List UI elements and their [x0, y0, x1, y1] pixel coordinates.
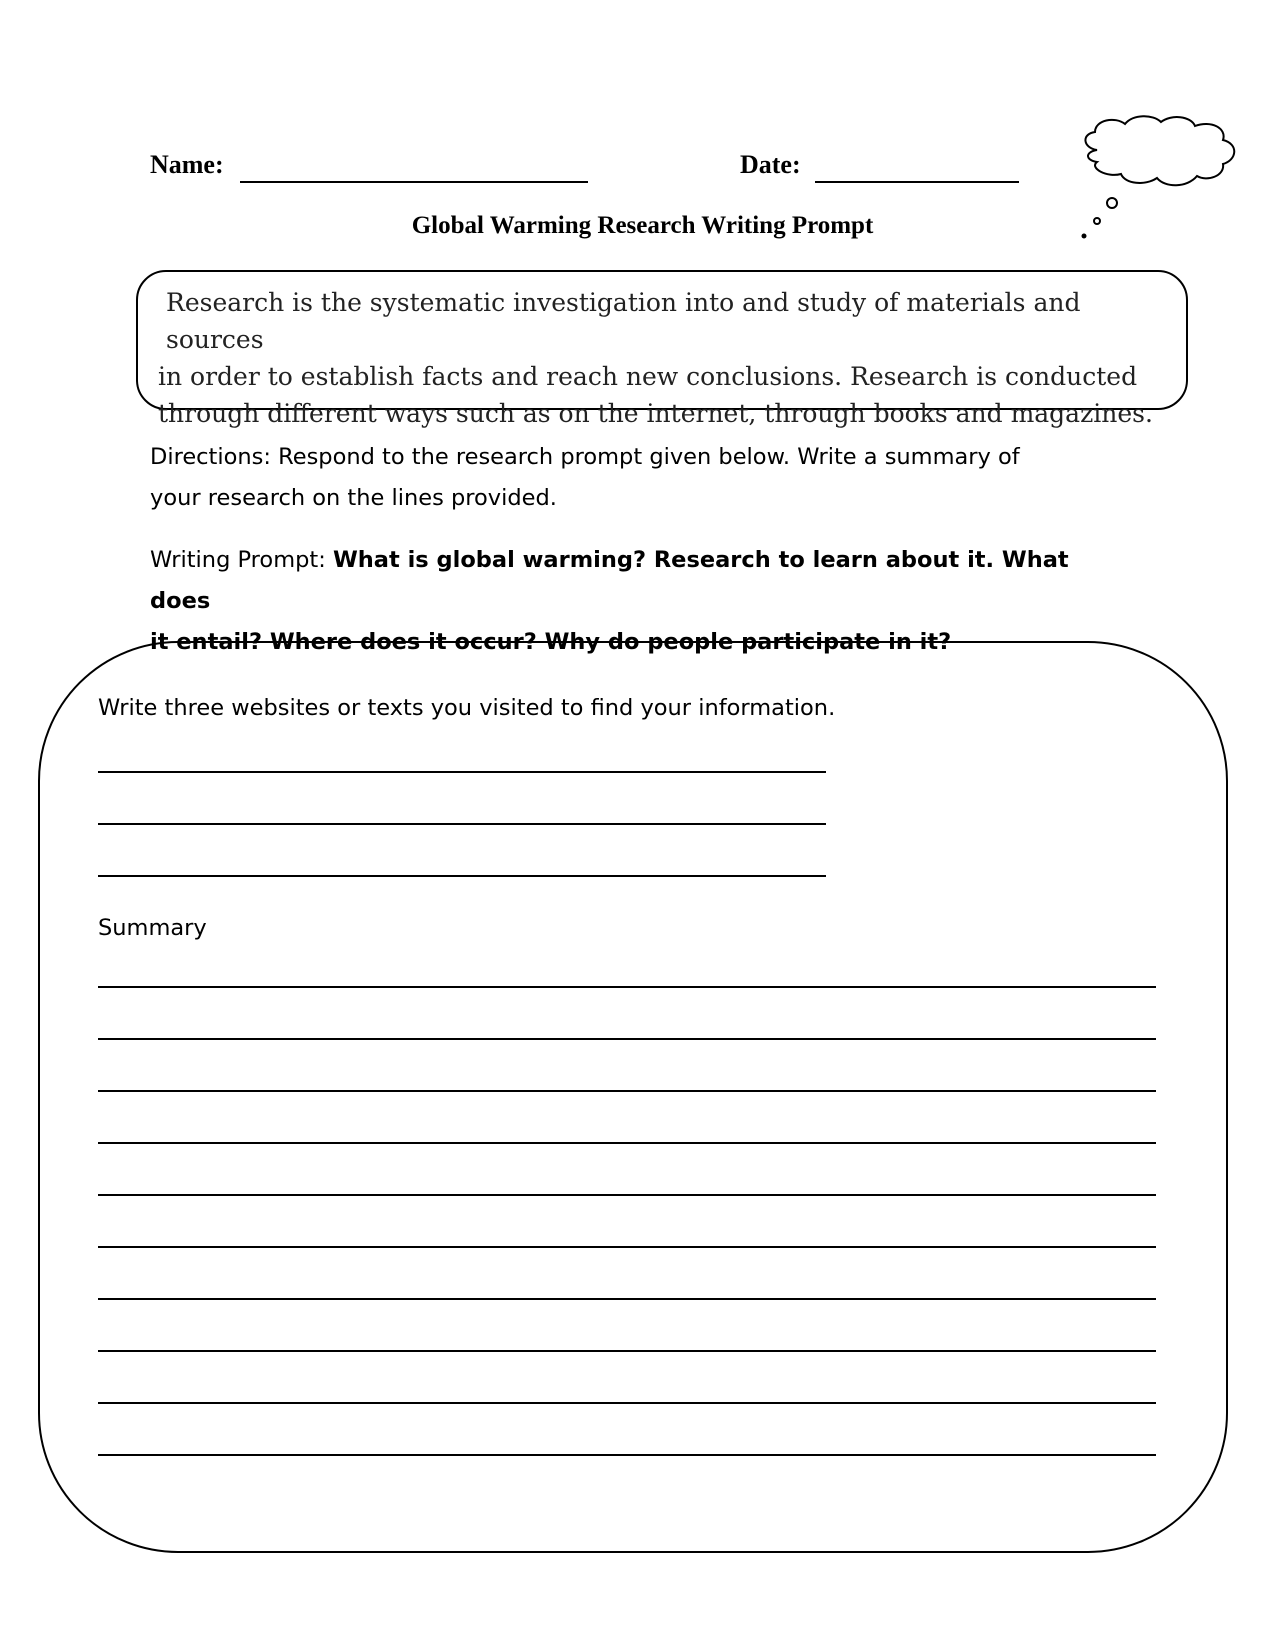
- summary-line-2[interactable]: [98, 1038, 1156, 1040]
- source-line-3[interactable]: [98, 875, 826, 877]
- definition-line: through different ways such as on the internet, through books and magazines.: [158, 399, 1153, 428]
- summary-line-7[interactable]: [98, 1298, 1156, 1300]
- directions: [150, 437, 1110, 519]
- summary-line-1[interactable]: [98, 986, 1156, 988]
- definition-line: Research is the systematic investigation into and study of materials and sources: [166, 288, 1081, 354]
- source-line-1[interactable]: [98, 771, 826, 773]
- summary-line-8[interactable]: [98, 1350, 1156, 1352]
- summary-label: Summary: [98, 915, 207, 941]
- summary-line-10[interactable]: [98, 1454, 1156, 1456]
- sources-label: Write three websites or texts you visited to find your information.: [98, 695, 836, 721]
- summary-line-3[interactable]: [98, 1090, 1156, 1092]
- summary-line-4[interactable]: [98, 1142, 1156, 1144]
- page-title: Global Warming Research Writing Prompt: [411, 212, 874, 239]
- definition-text: [158, 284, 1168, 432]
- directions-line: Directions: Respond to the research prompt given below. Write a summary of: [150, 444, 1020, 470]
- prompt-question: it entail? Where does it occur? Why do people participate in it?: [150, 629, 952, 655]
- date-line[interactable]: [815, 181, 1019, 183]
- source-line-2[interactable]: [98, 823, 826, 825]
- summary-line-9[interactable]: [98, 1402, 1156, 1404]
- directions-line: your research on the lines provided.: [150, 485, 557, 511]
- definition-line: in order to establish facts and reach new conclusions. Research is conducted: [158, 362, 1138, 391]
- prompt-question: What is global warming? Research to learn about it. What does: [150, 547, 1069, 614]
- date-label: Date:: [740, 150, 801, 179]
- prompt-label: Writing Prompt:: [150, 547, 333, 573]
- name-label: Name:: [150, 150, 224, 179]
- name-line[interactable]: [240, 181, 588, 183]
- answer-box: [38, 641, 1228, 1553]
- summary-line-5[interactable]: [98, 1194, 1156, 1196]
- summary-line-6[interactable]: [98, 1246, 1156, 1248]
